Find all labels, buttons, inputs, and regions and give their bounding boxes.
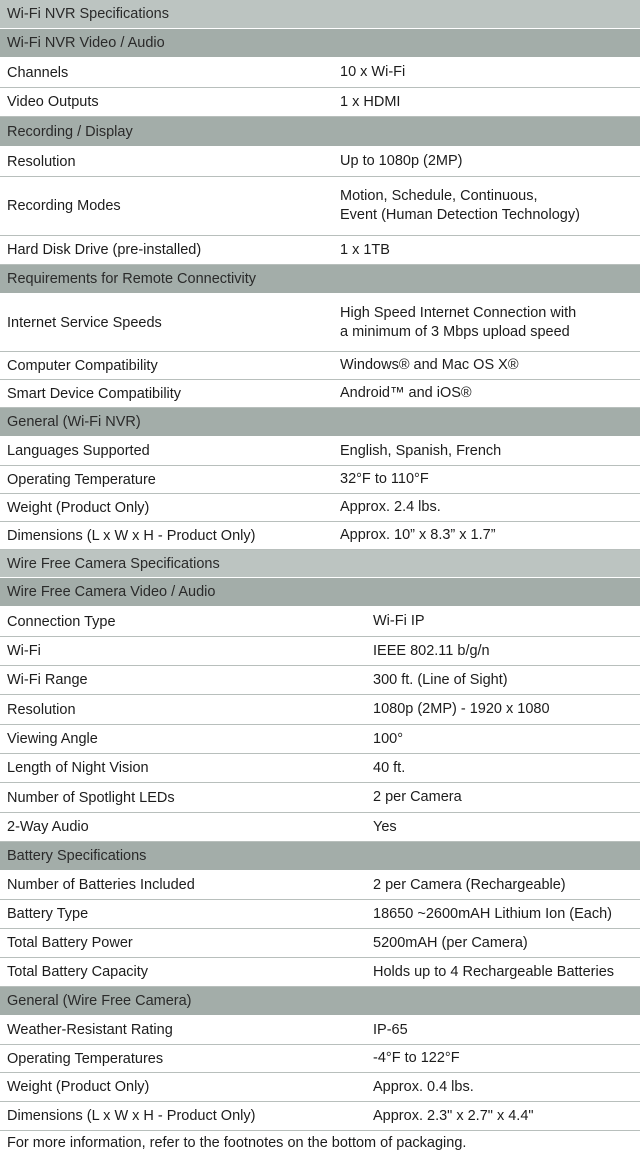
spec-value: English, Spanish, French <box>340 442 502 459</box>
spec-row <box>0 900 640 929</box>
spec-row <box>0 88 640 117</box>
spec-label: Dimensions (L x W x H - Product Only) <box>7 527 256 544</box>
spec-label: Computer Compatibility <box>7 357 158 374</box>
spec-row <box>0 1102 640 1131</box>
spec-label: Weight (Product Only) <box>7 1079 150 1095</box>
spec-label: Length of Night Vision <box>7 760 149 776</box>
spec-value: Yes <box>373 818 397 835</box>
spec-label: Weight (Product Only) <box>7 499 150 516</box>
spec-row <box>0 380 640 408</box>
section-header: General (Wi-Fi NVR) <box>0 408 640 437</box>
spec-label: Dimensions (L x W x H - Product Only) <box>7 1108 256 1124</box>
spec-title: Wi-Fi NVR Specifications <box>0 0 640 29</box>
spec-label: Number of Batteries Included <box>7 877 195 893</box>
spec-label: Weather-Resistant Rating <box>7 1022 173 1038</box>
section-header: Wi-Fi NVR Video / Audio <box>0 29 640 58</box>
spec-title: Wire Free Camera Specifications <box>0 550 640 578</box>
spec-value: 2 per Camera <box>373 789 462 805</box>
spec-row <box>0 813 640 842</box>
spec-row <box>0 1073 640 1102</box>
spec-label: Wi-Fi <box>7 643 41 659</box>
spec-value: High Speed Internet Connection with a minimum of 3 Mbps upload speed <box>340 304 577 340</box>
spec-value: Approx. 2.4 lbs. <box>340 499 441 515</box>
spec-value: Up to 1080p (2MP) <box>340 153 463 169</box>
spec-row <box>0 725 640 754</box>
spec-row <box>0 958 640 987</box>
spec-value: Wi-Fi IP <box>373 613 425 629</box>
spec-label: Battery Type <box>7 906 89 922</box>
spec-value: Approx. 2.3" x 2.7" x 4.4" <box>373 1107 534 1124</box>
section-header: General (Wire Free Camera) <box>0 987 640 1016</box>
spec-value: 5200mAH (per Camera) <box>373 934 528 951</box>
spec-row <box>0 522 640 550</box>
spec-label: Connection Type <box>7 613 116 630</box>
spec-label: Wi-Fi Range <box>7 672 88 688</box>
spec-value: -4°F to 122°F <box>373 1050 460 1066</box>
spec-label: Resolution <box>7 701 76 718</box>
spec-value: Approx. 10” x 8.3” x 1.7” <box>340 527 496 543</box>
spec-row <box>0 437 640 466</box>
spec-label: Operating Temperature <box>7 471 156 488</box>
section-header: Battery Specifications <box>0 842 640 871</box>
spec-label: Internet Service Speeds <box>7 314 162 331</box>
spec-row <box>0 929 640 958</box>
section-header: Requirements for Remote Connectivity <box>0 265 640 294</box>
spec-label: Operating Temperatures <box>7 1050 164 1067</box>
spec-row <box>0 1045 640 1073</box>
spec-row <box>0 294 640 352</box>
spec-value: 10 x Wi-Fi <box>340 64 406 80</box>
spec-value: 2 per Camera (Rechargeable) <box>373 876 566 893</box>
spec-value: 100° <box>373 730 403 747</box>
section-header: Wire Free Camera Video / Audio <box>0 578 640 607</box>
spec-row <box>0 754 640 783</box>
spec-row <box>0 352 640 380</box>
spec-value: Android™ and iOS® <box>340 385 472 401</box>
spec-label: Number of Spotlight LEDs <box>7 789 175 806</box>
spec-row <box>0 607 640 637</box>
spec-value: IEEE 802.11 b/g/n <box>373 642 490 659</box>
spec-row <box>0 666 640 695</box>
spec-row <box>0 58 640 88</box>
spec-value: Approx. 0.4 lbs. <box>373 1078 474 1095</box>
spec-row <box>0 147 640 177</box>
spec-label: Languages Supported <box>7 443 150 459</box>
spec-label: Viewing Angle <box>7 731 98 747</box>
spec-value: Motion, Schedule, Continuous, Event (Human Detection Technology) <box>340 188 580 223</box>
footnote: For more information, refer to the footnotes on the bottom of packaging. <box>7 1135 467 1151</box>
spec-label: Video Outputs <box>7 94 99 110</box>
spec-value: 1 x 1TB <box>340 241 390 258</box>
spec-value: 1 x HDMI <box>340 93 401 110</box>
spec-row <box>0 695 640 725</box>
spec-row <box>0 236 640 265</box>
spec-value: 32°F to 110°F <box>340 471 429 487</box>
spec-label: Hard Disk Drive (pre-installed) <box>7 242 202 258</box>
spec-value: 1080p (2MP) - 1920 x 1080 <box>373 701 550 717</box>
spec-row <box>0 783 640 813</box>
spec-value: Windows® and Mac OS X® <box>340 357 519 373</box>
spec-label: Channels <box>7 64 69 81</box>
spec-row <box>0 177 640 236</box>
spec-label: Total Battery Power <box>7 935 133 951</box>
spec-label: 2-Way Audio <box>7 819 89 835</box>
spec-row <box>0 637 640 666</box>
spec-label: Total Battery Capacity <box>7 964 149 980</box>
spec-row <box>0 1016 640 1045</box>
spec-value: 40 ft. <box>373 759 406 776</box>
spec-label: Resolution <box>7 153 76 170</box>
section-header: Recording / Display <box>0 117 640 147</box>
spec-value: 18650 ~2600mAH Lithium Ion (Each) <box>373 905 612 922</box>
spec-row <box>0 466 640 494</box>
spec-label: Recording Modes <box>7 198 121 214</box>
spec-row <box>0 494 640 522</box>
spec-value: IP-65 <box>373 1021 408 1038</box>
spec-row <box>0 871 640 900</box>
spec-value: Holds up to 4 Rechargeable Batteries <box>373 963 615 980</box>
spec-label: Smart Device Compatibility <box>7 385 182 402</box>
spec-value: 300 ft. (Line of Sight) <box>373 671 508 688</box>
